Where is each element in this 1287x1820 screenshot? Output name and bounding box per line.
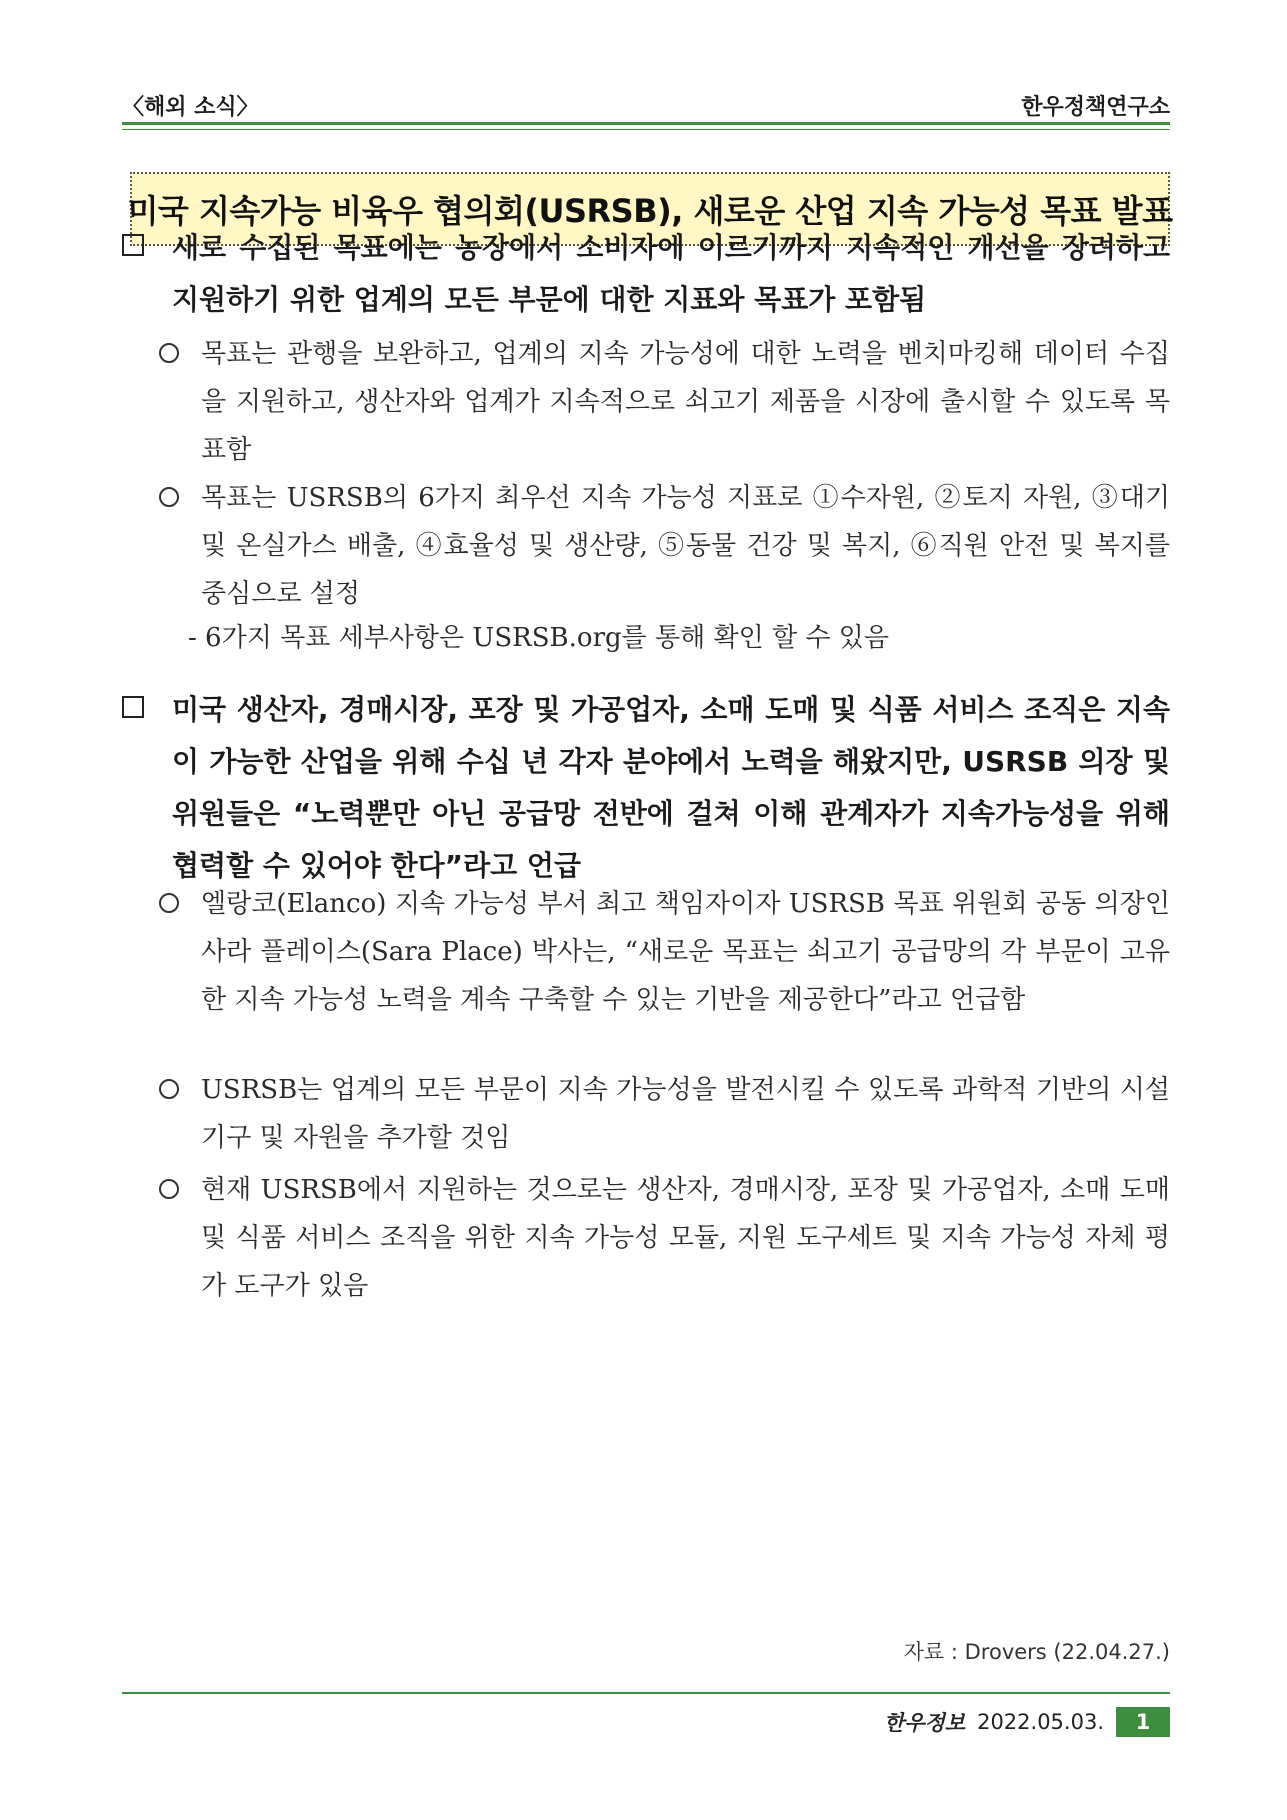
page-title: 미국 지속가능 비육우 협의회(USRSB), 새로운 산업 지속 가능성 목표 발표 <box>127 192 1173 230</box>
publication-date: 2022.05.03. <box>977 1710 1104 1734</box>
bullet-item <box>155 330 1170 474</box>
page-header <box>122 86 1170 122</box>
bullet-text: 목표는 관행을 보완하고, 업계의 지속 가능성에 대한 노력을 벤치마킹해 데이터 수집을 지원하고, 생산자와 업계가 지속적으로 쇠고기 제품을 시장에 출시할 수 있도록 목표함 <box>201 339 1170 465</box>
circle-bullet-icon <box>159 893 179 913</box>
bullet-text: 엘랑코(Elanco) 지속 가능성 부서 최고 책임자이자 USRSB 목표 위원회 공동 의장인 사라 플레이스(Sara Place) 박사는, “새로운 목표는 쇠고기 공급망의 각 부문이 고유한 지속 가능성 노력을 계속 구축할 수 있는 기반을 제공한다”라고 언급함 <box>201 889 1170 1015</box>
square-bullet-icon <box>122 696 144 718</box>
sub-note: - 6가지 목표 세부사항은 USRSB.org를 통해 확인 할 수 있음 <box>188 623 890 653</box>
page-number: 1 <box>1116 1707 1170 1737</box>
publication-name: 한우정보 <box>883 1711 966 1735</box>
section-heading-text: 새로 수집된 목표에는 농장에서 소비자에 이르기까지 지속적인 개선을 장려하고 지원하기 위한 업계의 모든 부문에 대한 지표와 목표가 포함됨 <box>172 231 1170 316</box>
section-label: 〈해외 소식〉 <box>122 95 259 120</box>
square-bullet-icon <box>122 234 144 256</box>
section-heading-2 <box>122 684 1170 892</box>
bullet-item <box>155 880 1170 1024</box>
bullet-text: 목표는 USRSB의 6가지 최우선 지속 가능성 지표로 ①수자원, ②토지 자원, ③대기 및 온실가스 배출, ④효율성 및 생산량, ⑤동물 건강 및 복지, ⑥직원 안전 및 복지를 중심으로 설정 <box>201 483 1170 609</box>
footer-divider <box>122 1692 1170 1694</box>
circle-bullet-icon <box>159 1079 179 1099</box>
section-heading-1 <box>122 222 1170 326</box>
page-footer <box>884 1706 1170 1738</box>
header-divider <box>122 122 1170 130</box>
bullet-item <box>155 1066 1170 1162</box>
bullet-text: USRSB는 업계의 모든 부문이 지속 가능성을 발전시킬 수 있도록 과학적 기반의 시설 기구 및 자원을 추가할 것임 <box>201 1075 1170 1153</box>
bullet-item <box>155 474 1170 618</box>
circle-bullet-icon <box>159 343 179 363</box>
bullet-text: 현재 USRSB에서 지원하는 것으로는 생산자, 경매시장, 포장 및 가공업자, 소매 도매 및 식품 서비스 조직을 위한 지속 가능성 모듈, 지원 도구세트 및 지속 가능성 자체 평가 도구가 있음 <box>201 1175 1170 1301</box>
organization-name: 한우정책연구소 <box>1021 95 1170 120</box>
circle-bullet-icon <box>159 1179 179 1199</box>
bullet-item <box>155 1166 1170 1310</box>
section-heading-text: 미국 생산자, 경매시장, 포장 및 가공업자, 소매 도매 및 식품 서비스 조직은 지속이 가능한 산업을 위해 수십 년 각자 분야에서 노력을 해왔지만, USRSB 의장 및 위원들은 “노력뿐만 아닌 공급망 전반에 걸쳐 이해 관계자가 지속가능성을 위해 협력할 수 있어야 한다”라고 언급 <box>172 693 1170 882</box>
source-citation: 자료 : Drovers (22.04.27.) <box>903 1640 1170 1664</box>
circle-bullet-icon <box>159 487 179 507</box>
